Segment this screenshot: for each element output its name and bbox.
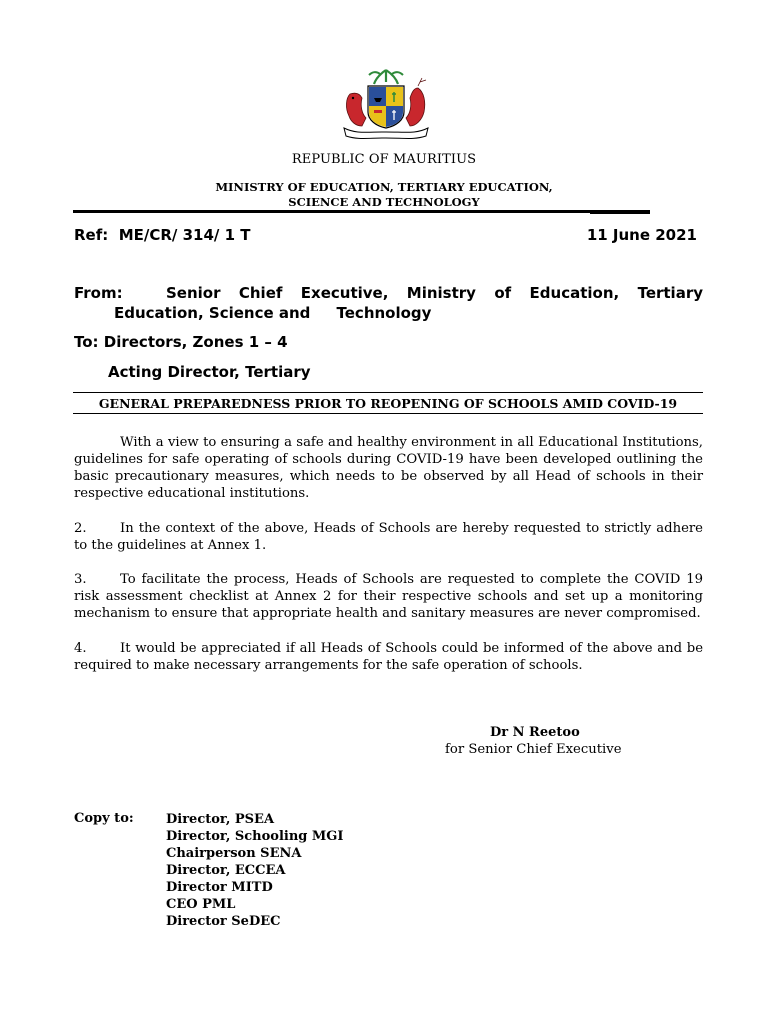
copy-to-list <box>166 811 344 930</box>
ministry-line-2: SCIENCE AND TECHNOLOGY <box>288 195 480 209</box>
copy-recipient: CEO PML <box>166 897 236 912</box>
copy-recipient: Director, ECCEA <box>166 863 286 878</box>
subject-rule-top <box>73 392 703 393</box>
copy-recipient: Director SeDEC <box>166 914 281 929</box>
header-rule <box>73 210 650 213</box>
copy-recipient: Director, PSEA <box>166 812 275 827</box>
republic-heading: REPUBLIC OF MAURITIUS <box>291 152 477 167</box>
subject-rule-bottom <box>73 413 703 414</box>
to-line-2: Acting Director, Tertiary <box>108 363 311 381</box>
signatory-role: for Senior Chief Executive <box>445 742 622 757</box>
paragraph-4-number: 4. <box>74 641 87 656</box>
paragraph-2-number: 2. <box>74 521 87 536</box>
from-line-2: Education, Science and Technology <box>114 304 432 322</box>
copy-recipient: Director MITD <box>166 880 273 895</box>
signatory-name: Dr N Reetoo <box>490 725 580 740</box>
paragraph-1: With a view to ensuring a safe and healthy environment in all Educational Institutions, guidelines for safe operating of schools during COVID-19 have been developed outlining the basic precautionary measures, which needs to be observed by all Head of schools in their respective educational institutions. <box>74 435 703 501</box>
copy-recipient: Chairperson SENA <box>166 846 302 861</box>
subject-line: GENERAL PREPAREDNESS PRIOR TO REOPENING OF SCHOOLS AMID COVID-19 <box>98 396 678 411</box>
from-label: From: <box>74 284 123 302</box>
from-line-1: Senior Chief Executive, Ministry of Education, Tertiary <box>166 284 703 302</box>
paragraph-3-number: 3. <box>74 572 87 587</box>
reference-number: Ref: ME/CR/ 314/ 1 T <box>74 226 251 244</box>
header-rule-end <box>590 210 650 214</box>
to-line-1: To: Directors, Zones 1 – 4 <box>74 333 288 351</box>
copy-recipient: Director, Schooling MGI <box>166 829 344 844</box>
paragraph-4-text: It would be appreciated if all Heads of Schools could be informed of the above and be required to make necessary arrangements for the safe operation of schools. <box>74 641 703 673</box>
letter-date: 11 June 2021 <box>586 226 697 244</box>
paragraph-2-text: In the context of the above, Heads of Schools are hereby requested to strictly adhere to the guidelines at Annex 1. <box>74 521 703 553</box>
paragraph-2 <box>74 520 703 554</box>
paragraph-3-text: To facilitate the process, Heads of Schools are requested to complete the COVID 19 risk assessment checklist at Annex 2 for their respective schools and set up a monitoring mechanism to ensure that appropriate health and sanitary measures are never compromised. <box>74 572 703 621</box>
coat-of-arms-icon <box>336 68 436 140</box>
ministry-heading <box>0 180 768 210</box>
copy-to-label: Copy to: <box>74 811 134 826</box>
paragraph-3 <box>74 571 703 622</box>
ministry-line-1: MINISTRY OF EDUCATION, TERTIARY EDUCATION, <box>215 180 553 194</box>
paragraph-4 <box>74 640 703 674</box>
